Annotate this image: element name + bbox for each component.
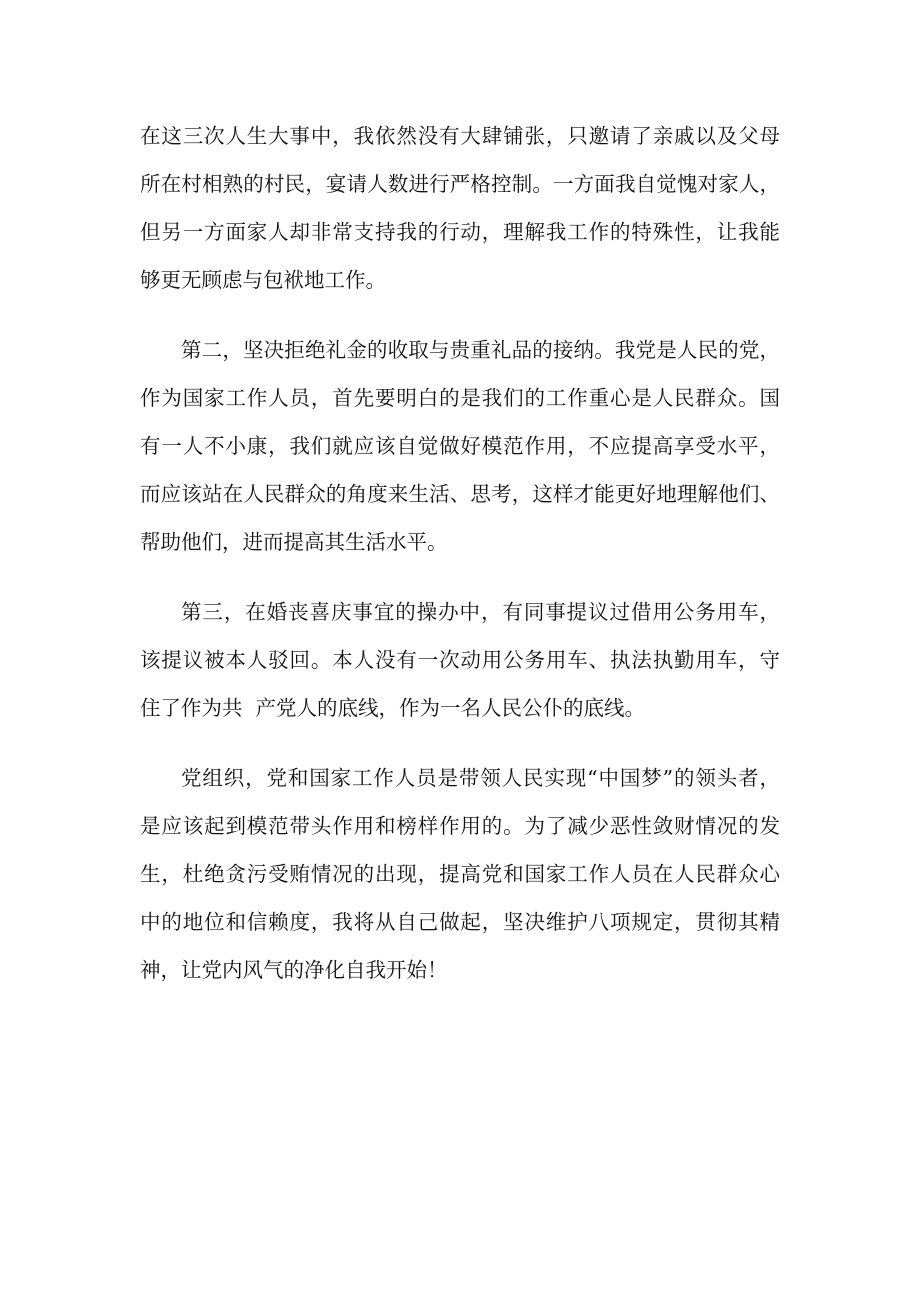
- text-line: 该提议被本人驳回。本人没有一次动用公务用车、执法执勤用车，守: [140, 648, 780, 672]
- text-line: 但另一方面家人却非常支持我的行动，理解我工作的特殊性，让我能: [140, 220, 780, 244]
- text-line: 中的地位和信赖度，我将从自己做起，坚决维护八项规定，贯彻其精: [140, 910, 780, 934]
- text-line: 是应该起到模范带头作用和榜样作用的。为了减少恶性敛财情况的发: [140, 814, 780, 838]
- text-line: 有一人不小康，我们就应该自觉做好模范作用，不应提高享受水平，: [140, 434, 780, 458]
- paragraph-1: [140, 112, 780, 304]
- text-line: 而应该站在人民群众的角度来生活、思考，这样才能更好地理解他们、: [140, 482, 780, 506]
- text-line: 生，杜绝贪污受贿情况的出现，提高党和国家工作人员在人民群众心: [140, 862, 780, 886]
- paragraph-2: [140, 326, 780, 566]
- text-line: 作为国家工作人员，首先要明白的是我们的工作重心是人民群众。国: [140, 386, 780, 410]
- text-line: 在这三次人生大事中，我依然没有大肆铺张，只邀请了亲戚以及父母: [140, 124, 780, 148]
- text-line: 党组织，党和国家工作人员是带领人民实现“中国梦”的领头者，: [181, 766, 780, 790]
- text-line: 神，让党内风气的净化自我开始！: [140, 958, 448, 982]
- text-line: 所在村相熟的村民，宴请人数进行严格控制。一方面我自觉愧对家人，: [140, 172, 780, 196]
- text-line: 第三，在婚丧喜庆事宜的操办中，有同事提议过借用公务用车，: [181, 600, 780, 624]
- document-body: [140, 112, 780, 1016]
- text-line: 第二，坚决拒绝礼金的收取与贵重礼品的接纳。我党是人民的党，: [181, 338, 780, 362]
- paragraph-4: [140, 754, 780, 994]
- text-line: 帮助他们，进而提高其生活水平。: [140, 530, 448, 554]
- text-line: 够更无顾虑与包袱地工作。: [140, 268, 386, 292]
- text-line: 住了作为共 产党人的底线，作为一名人民公仆的底线。: [140, 696, 646, 720]
- paragraph-3: [140, 588, 780, 732]
